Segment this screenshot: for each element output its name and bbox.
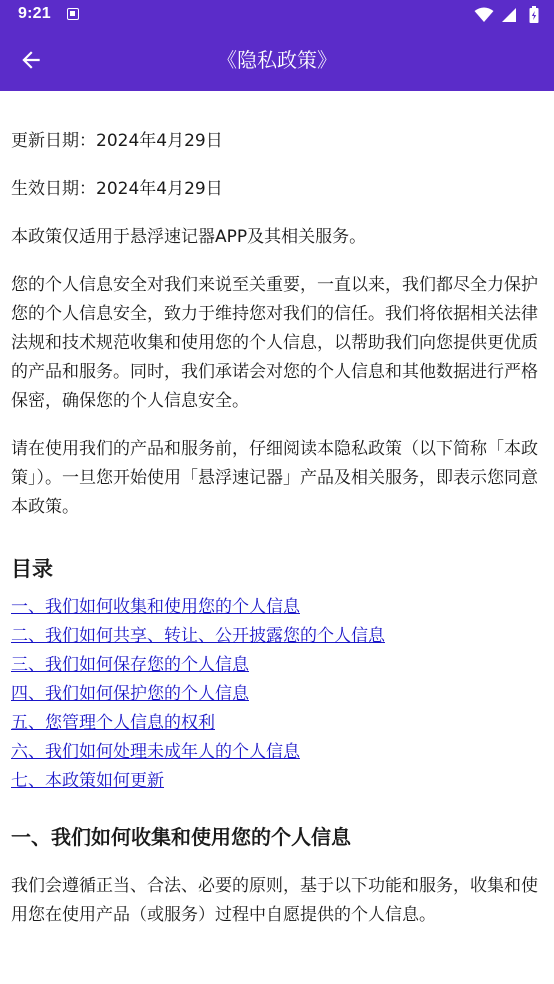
status-icons — [474, 6, 540, 24]
toc-title: 目录 — [11, 557, 53, 581]
toc-link-4[interactable]: 四、我们如何保护您的个人信息 — [11, 684, 249, 704]
wifi-icon — [474, 6, 494, 24]
section-1-title: 一、我们如何收集和使用您的个人信息 — [11, 825, 351, 849]
battery-icon — [528, 6, 540, 24]
policy-content[interactable] — [0, 91, 554, 984]
status-time: 9:21 — [18, 5, 51, 22]
read-notice-paragraph: 请在使用我们的产品和服务前，仔细阅读本隐私政策（以下简称「本政策」）。一旦您开始使用「悬浮速记器」产品及相关服务，即表示您同意本政策。 — [11, 439, 538, 517]
toc-link-7[interactable]: 七、本政策如何更新 — [11, 771, 164, 791]
signal-icon — [501, 6, 517, 24]
effective-date: 生效日期：2024年4月29日 — [11, 179, 223, 199]
app-bar — [0, 30, 554, 91]
status-bar — [0, 0, 554, 30]
toc-link-5[interactable]: 五、您管理个人信息的权利 — [11, 713, 215, 733]
notification-icon — [67, 8, 79, 20]
table-of-contents — [11, 593, 543, 796]
intro-paragraph: 您的个人信息安全对我们来说至关重要，一直以来，我们都尽全力保护您的个人信息安全，致力于维持您对我们的信任。我们将依据相关法律法规和技术规范收集和使用您的个人信息，以帮助我们向您提供更优质的产品和服务。同时，我们承诺会对您的个人信息和其他数据进行严格保密，确保您的个人信息安全。 — [11, 275, 538, 411]
section-1-paragraph: 我们会遵循正当、合法、必要的原则，基于以下功能和服务，收集和使用您在使用产品（或服务）过程中自愿提供的个人信息。 — [11, 876, 538, 925]
toc-link-6[interactable]: 六、我们如何处理未成年人的个人信息 — [11, 742, 300, 762]
toc-link-1[interactable]: 一、我们如何收集和使用您的个人信息 — [11, 597, 300, 617]
toc-link-2[interactable]: 二、我们如何共享、转让、公开披露您的个人信息 — [11, 626, 385, 646]
update-date: 更新日期：2024年4月29日 — [11, 131, 223, 151]
scope-text: 本政策仅适用于悬浮速记器APP及其相关服务。 — [11, 227, 367, 247]
page-title: 《隐私政策》 — [217, 48, 337, 72]
toc-link-3[interactable]: 三、我们如何保存您的个人信息 — [11, 655, 249, 675]
